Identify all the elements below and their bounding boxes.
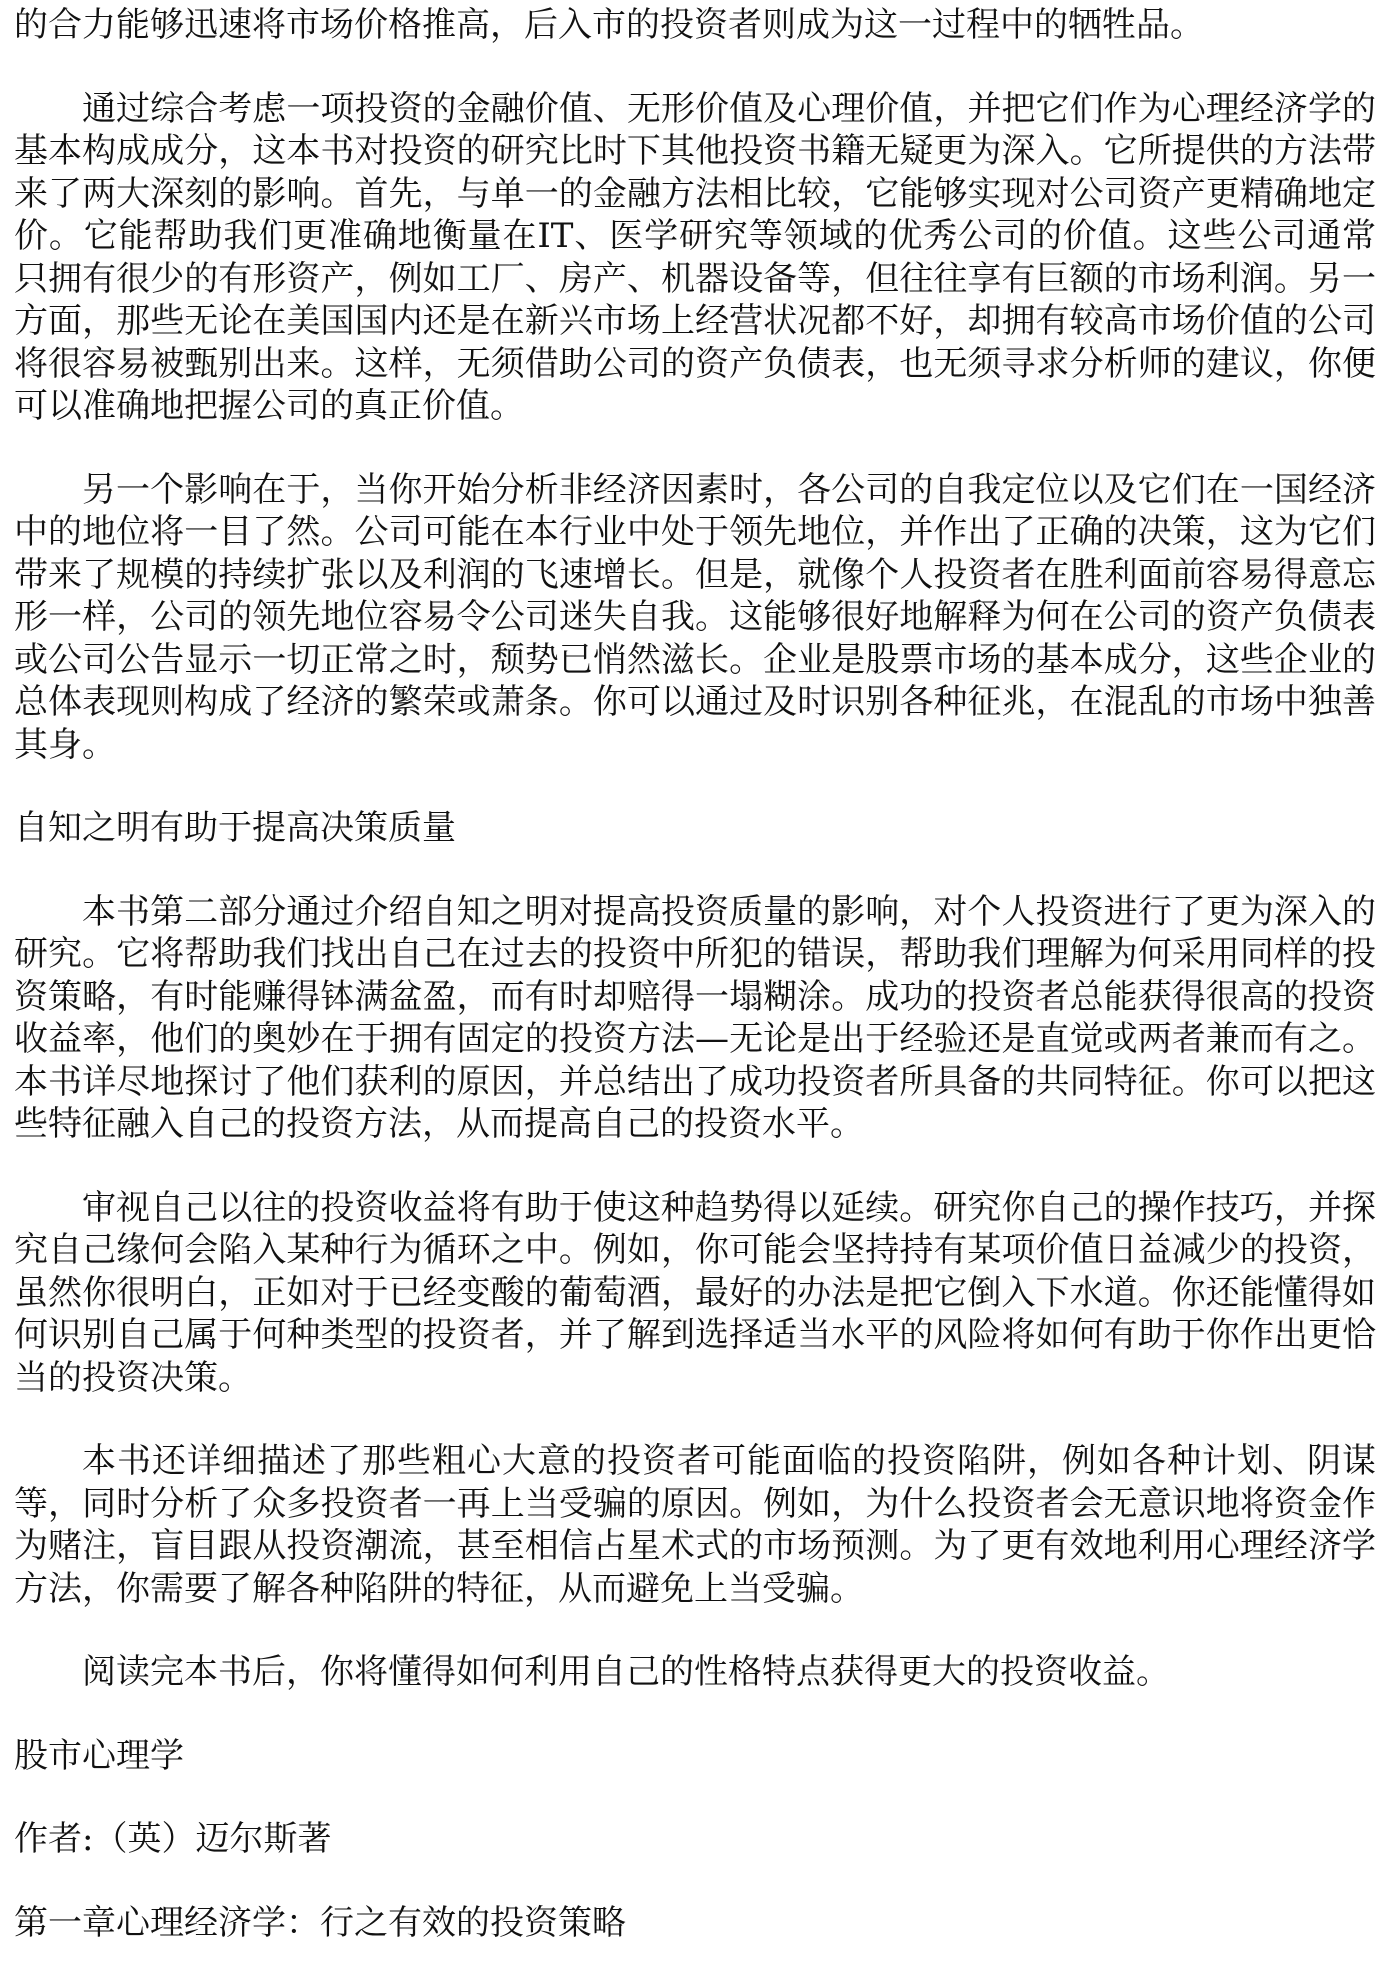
paragraph-investment-traps: 本书还详细描述了那些粗心大意的投资者可能面临的投资陷阱，例如各种计划、阴谋等，同时分析了众多投资者一再上当受骗的原因。例如，为什么投资者会无意识地将资金作为赌注，盲目跟从投资潮流，甚至相信占星术式的市场预测。为了更有效地利用心理经济学方法，你需要了解各种陷阱的特征，从而避免上当受骗。	[14, 1441, 1376, 1609]
book-title: 股市心理学	[14, 1735, 184, 1776]
chapter-title: 第一章心理经济学：行之有效的投资策略	[14, 1902, 626, 1943]
paragraph-review-returns: 审视自己以往的投资收益将有助于使这种趋势得以延续。研究你自己的操作技巧，并探究自己缘何会陷入某种行为循环之中。例如，你可能会坚持持有某项价值日益减少的投资，虽然你很明白，正如对于已经变酸的葡萄酒，最好的办法是把它倒入下水道。你还能懂得如何识别自己属于何种类型的投资者，并了解到选择适当水平的风险将如何有助于你作出更恰当的投资决策。	[14, 1187, 1376, 1398]
paragraph-part-two: 本书第二部分通过介绍自知之明对提高投资质量的影响，对个人投资进行了更为深入的研究。它将帮助我们找出自己在过去的投资中所犯的错误，帮助我们理解为何采用同样的投资策略，有时能赚得钵满盆盈，而有时却赔得一塌糊涂。成功的投资者总能获得很高的投资收益率，他们的奥妙在于拥有固定的投资方法—无论是出于经验还是直觉或两者兼而有之。本书详尽地探讨了他们获利的原因，并总结出了成功投资者所具备的共同特征。你可以把这些特征融入自己的投资方法，从而提高自己的投资水平。	[14, 891, 1376, 1144]
section-heading: 自知之明有助于提高决策质量	[14, 808, 456, 848]
paragraph-psychoeconomics-intro: 通过综合考虑一项投资的金融价值、无形价值及心理价值，并把它们作为心理经济学的基本构成成分，这本书对投资的研究比时下其他投资书籍无疑更为深入。它所提供的方法带来了两大深刻的影响。首先，与单一的金融方法相比较，它能够实现对公司资产更精确地定价。它能帮助我们更准确地衡量在IT、医学研究等领域的优秀公司的价值。这些公司通常只拥有很少的有形资产，例如工厂、房产、机器设备等，但往往享有巨额的市场利润。另一方面，那些无论在美国国内还是在新兴市场上经营状况都不好，却拥有较高市场价值的公司将很容易被甄别出来。这样，无须借助公司的资产负债表，也无须寻求分析师的建议，你便可以准确地把握公司的真正价值。	[14, 88, 1376, 426]
paragraph-conclusion: 阅读完本书后，你将懂得如何利用自己的性格特点获得更大的投资收益。	[82, 1652, 1170, 1692]
document-page	[14, 4, 1376, 1985]
author-line: 作者:（英）迈尔斯著	[14, 1819, 332, 1859]
paragraph-continuation: 的合力能够迅速将市场价格推高，后入市的投资者则成为这一过程中的牺牲品。	[14, 5, 1204, 45]
paragraph-second-impact: 另一个影响在于，当你开始分析非经济因素时，各公司的自我定位以及它们在一国经济中的地位将一目了然。公司可能在本行业中处于领先地位，并作出了正确的决策，这为它们带来了规模的持续扩张以及利润的飞速增长。但是，就像个人投资者在胜利面前容易得意忘形一样，公司的领先地位容易令公司迷失自我。这能够很好地解释为何在公司的资产负债表或公司公告显示一切正常之时，颓势已悄然滋长。企业是股票市场的基本成分，这些企业的总体表现则构成了经济的繁荣或萧条。你可以通过及时识别各种征兆，在混乱的市场中独善其身。	[14, 469, 1376, 765]
